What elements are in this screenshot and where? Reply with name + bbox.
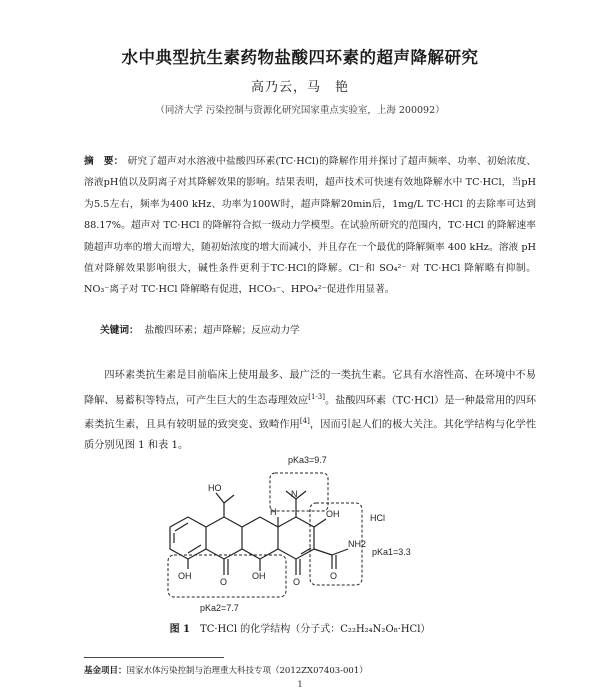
citation-2: [4]: [299, 417, 310, 426]
authors: 高乃云，马 艳: [250, 80, 349, 95]
abstract-text: 研究了超声对水溶液中盐酸四环素(TC·HCl)的降解作用并探讨了超声频率、功率、初始浓度、溶液pH值以及阴离子对其降解效果的影响。结果表明，超声技术可快速有效地降解水中 TC·HCl，当pH为5.5左右，频率为400 kHz、功率为100W时，超声降解20min后，1mg/L TC·HCl 的去除率可达到88.17%。超声对 TC·HCl 的降解符合拟一级动力学模型。在试验所研究的范围内，TC·HCl 的降解速率随超声功率的增大而增大，随初始浓度的增大而减小，并且存在一个最优的降解频率 400 kHz。溶液 pH 值对降解效果影响很大，碱性条件更利于TC·HCl的降解。Cl⁻和 SO₄²⁻ 对 TC·HCl 降解略有抑制。NO₃⁻离子对 TC·HCl 降解略有促进，HCO₃⁻、HPO₄²⁻促进作用显著。: [84, 156, 537, 296]
caption-label: 图 1: [169, 624, 191, 635]
label-h: H: [270, 507, 277, 517]
footnote-label: 基金项目：: [84, 666, 127, 676]
label-hcl: HCl: [370, 513, 385, 523]
label-nh2: NH2: [348, 539, 367, 549]
keywords: [100, 322, 300, 336]
intro-part-3: ，因而引起人们的极大关注。其化学结构与化学性质分别见图 1 和表 1。: [84, 419, 537, 452]
label-oh-3: OH: [252, 571, 266, 581]
paper-title: 水中典型抗生素药物盐酸四环素的超声降解研究: [121, 48, 479, 67]
pka3-box: [270, 473, 328, 511]
caption-text: TC·HCl 的化学结构（分子式：C₂₂H₂₄N₂O₈·HCl）: [200, 624, 431, 635]
chemical-structure-figure: [150, 455, 460, 620]
label-o-amide: O: [330, 571, 338, 581]
keywords-text: 盐酸四环素；超声降解；反应动力学: [144, 325, 300, 336]
keywords-label: 关键词：: [100, 325, 139, 336]
label-n: N: [291, 489, 298, 499]
abstract: [84, 151, 536, 301]
affiliation: （同济大学 污染控制与资源化研究国家重点实验室，上海 200092）: [155, 105, 445, 116]
footnote-text: 国家水体污染控制与治理重大科技专项（2012ZX07403-001）: [126, 666, 368, 676]
pka2-label: pKa2=7.7: [200, 603, 239, 613]
ring-d: [278, 517, 314, 559]
intro-part-2: 。盐酸四环素（TC·HCl）是一种最常用的四环素类抗生素，且具有较明显的致突变、致畸作用: [84, 394, 537, 431]
ring-c: [242, 517, 278, 559]
page-number: 1: [297, 680, 303, 689]
figure-caption: [0, 620, 600, 635]
citation-1: [1-3]: [308, 392, 325, 401]
label-oh-2: OH: [178, 571, 192, 581]
ring-b: [206, 517, 242, 559]
label-o-1: O: [220, 577, 228, 587]
intro-part-1: 四环素类抗生素是目前临床上使用最多、最广泛的一类抗生素。它具有水溶性高、在环境中不易降解、易蓄积等特点，可产生巨大的生态毒理效应: [84, 370, 536, 406]
pka3-label: pKa3=9.7: [288, 455, 327, 465]
footnote-rule: [84, 657, 224, 658]
abstract-label: 摘 要：: [84, 156, 124, 167]
label-o-2: O: [293, 577, 301, 587]
intro-paragraph: [84, 366, 536, 457]
label-ho: HO: [208, 483, 222, 493]
pka1-label: pKa1=3.3: [372, 547, 411, 557]
label-oh-1: OH: [326, 509, 340, 519]
footnote: [84, 664, 368, 676]
